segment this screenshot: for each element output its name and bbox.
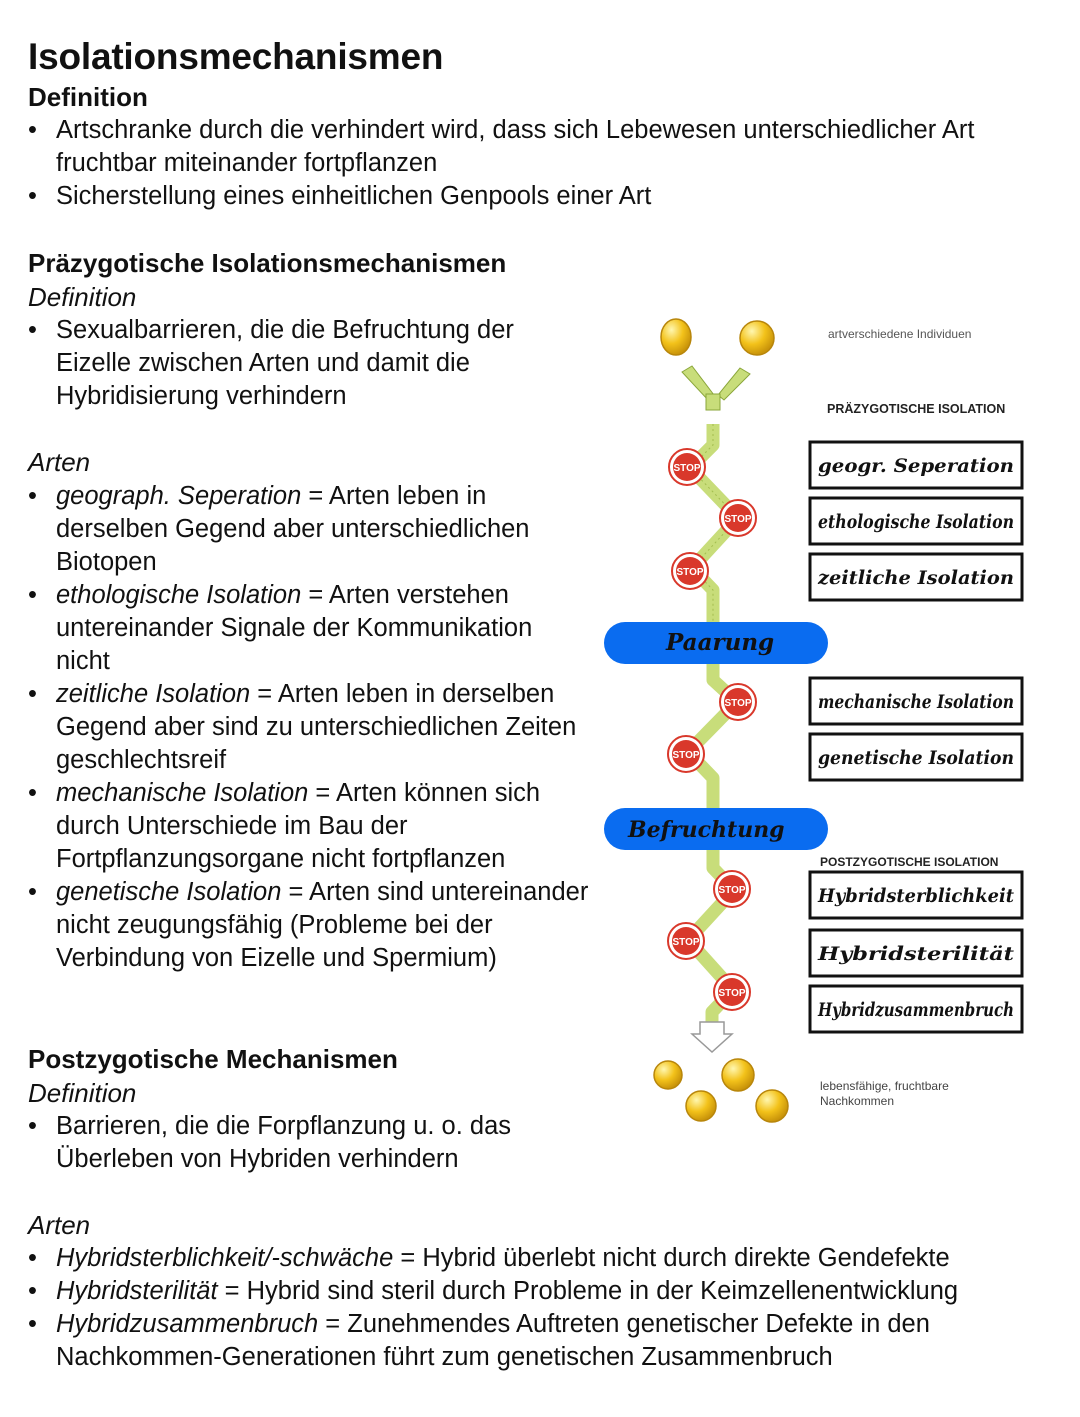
list-item [28,480,593,579]
pre-box [810,554,1022,600]
post-box [810,872,1022,918]
pre-heading-label: PRÄZYGOTISCHE ISOLATION [827,402,1006,416]
pre-box [810,442,1022,488]
term: mechanische Isolation [56,779,309,807]
stop-label: STOP [718,988,746,999]
stop-sign-icon [672,553,708,589]
pre-definition-list [28,314,573,413]
definition-list [28,114,1058,213]
stop-sign-icon [714,974,750,1010]
stop-label: STOP [724,698,752,709]
pre-types-label: Arten [28,447,91,477]
list-item [28,579,593,678]
desc: = Arten leben in derselben Gegend aber sind zu unterschiedlichen Zeiten geschlechtsreif [56,680,577,774]
top-caption: artverschiedene Individuen [828,327,972,341]
handwritten-label: genetische Isolation [818,747,1014,769]
individual-ball [740,321,774,355]
stop-sign-icon [668,923,704,959]
list-item [28,1275,1068,1308]
post-box [810,930,1022,976]
term: Hybridsterilität [56,1277,218,1305]
post-heading: Postzygotische Mechanismen [28,1044,398,1074]
stop-sign-icon [720,684,756,720]
desc: = Arten verstehen untereinander Signale der Kommunikation nicht [56,581,533,675]
mid-box [810,678,1022,724]
list-item [28,876,593,975]
bottom-caption-2: Nachkommen [820,1094,895,1108]
pre-heading: Präzygotische Isolationsmechanismen [28,248,507,278]
definition-heading: Definition [28,82,148,112]
isolation-diagram [600,300,1070,1140]
fertilization-label: Befruchtung [628,817,785,843]
pre-box [810,498,1022,544]
post-types-list [28,1242,1068,1374]
desc: = Arten können sich durch Unterschiede im Bau der Fortpflanzungsorgane nicht fortpflanzen [56,779,541,873]
desc: = Hybrid überlebt nicht durch direkte Gendefekte [393,1244,950,1272]
post-heading-label: POSTZYGOTISCHE ISOLATION [820,855,999,869]
offspring-ball [722,1059,754,1091]
stop-label: STOP [672,937,700,948]
page-title: Isolationsmechanismen [28,36,444,77]
list-item: • Sexualbarrieren, die die Befruchtung der Eizelle zwischen Arten und damit die Hybridisierung verhindern [28,314,573,413]
list-item [28,678,593,777]
stop-sign-icon [720,500,756,536]
handwritten-label: Hybridsterblichkeit [817,885,1015,907]
desc: = Arten sind untereinander nicht zeugungsfähig (Probleme bei der Verbindung von Eizelle und Spermium) [56,878,589,972]
pre-definition-label: Definition [28,282,137,312]
term: Hybridsterblichkeit/-schwäche [56,1244,394,1272]
stop-sign-icon [714,871,750,907]
list-item [28,1242,1068,1275]
term: genetische Isolation [56,878,282,906]
arrow-head [692,1022,732,1052]
stop-label: STOP [676,567,704,578]
term: geograph. Seperation [56,482,302,510]
stop-label: STOP [718,885,746,896]
arrow-path [682,366,750,410]
stop-label: STOP [673,463,701,474]
handwritten-label: geogr. Seperation [818,455,1014,477]
offspring-ball [654,1061,682,1089]
list-item [28,777,593,876]
post-definition-list [28,1110,573,1176]
bottom-caption-1: lebensfähige, fruchtbare [820,1079,949,1093]
stop-sign-icon [669,449,705,485]
desc: = Hybrid sind steril durch Probleme in der Keimzellenentwicklung [217,1277,959,1305]
list-item: • Barrieren, die die Forpflanzung u. o. das Überleben von Hybriden verhindern [28,1110,573,1176]
offspring-ball [686,1091,716,1121]
desc: = Arten leben in derselben Gegend aber unterschiedlichen Biotopen [56,482,530,576]
handwritten-label: mechanische Isolation [818,691,1014,713]
individual-ball [661,319,691,355]
handwritten-label: Hybridzusammenbruch [817,999,1014,1021]
mid-box [810,734,1022,780]
list-item: • Sicherstellung eines einheitlichen Genpools einer Art [28,180,1058,213]
stop-label: STOP [724,514,752,525]
term: zeitliche Isolation [56,680,251,708]
offspring-ball [756,1090,788,1122]
list-item [28,1308,1068,1374]
handwritten-label: ethologische Isolation [818,511,1014,533]
stop-sign-icon [668,736,704,772]
pairing-label: Paarung [666,629,775,656]
stop-label: STOP [672,750,700,761]
post-box [810,986,1022,1032]
desc: = Zunehmendes Auftreten genetischer Defekte in den Nachkommen-Generationen führt zum genetischen Zusammenbruch [56,1310,930,1371]
post-types-label: Arten [28,1210,91,1240]
term: Hybridzusammenbruch [56,1310,319,1338]
handwritten-label: Hybridsterilität [816,943,1015,965]
post-definition-label: Definition [28,1078,137,1108]
list-item: • Artschranke durch die verhindert wird, dass sich Lebewesen unterschiedlicher Art fruchtbar miteinander fortpflanzen [28,114,1058,180]
term: ethologische Isolation [56,581,302,609]
pre-types-list [28,480,593,975]
handwritten-label: zeitliche Isolation [816,567,1014,589]
